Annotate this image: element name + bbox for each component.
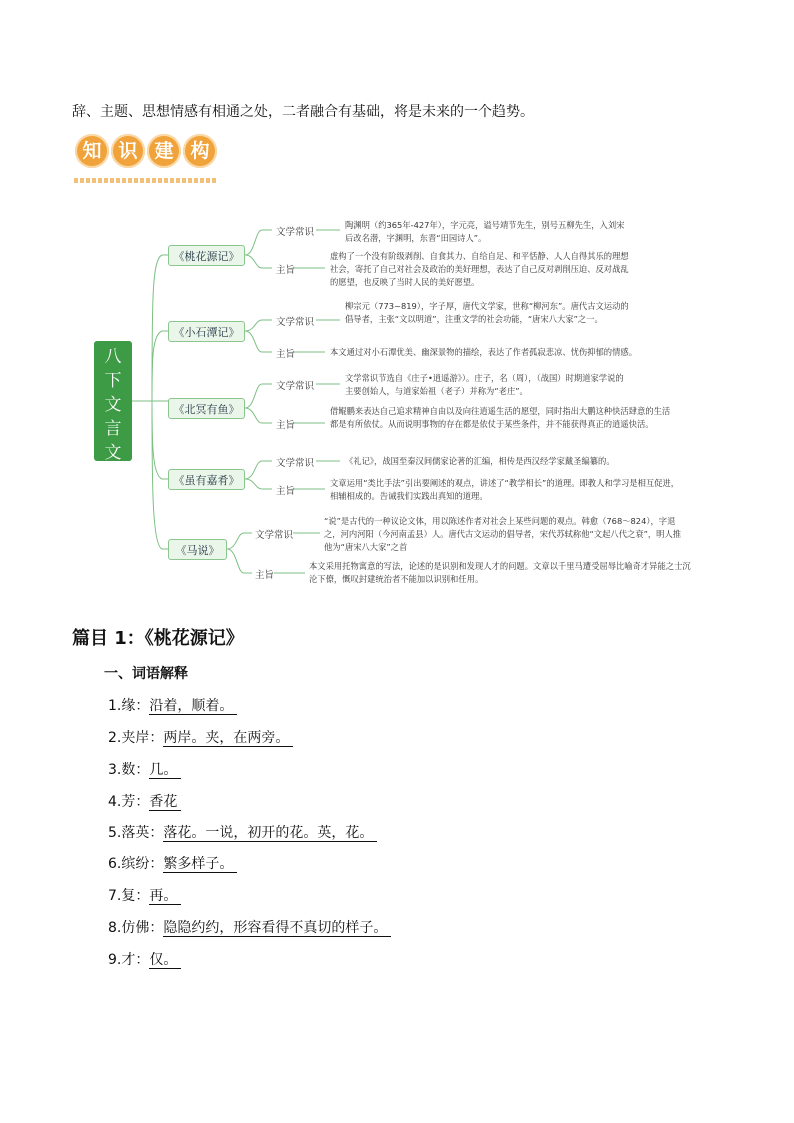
knowledge-label: 文学常识 [276, 317, 315, 328]
theme-desc: 本文通过对小石潭优美、幽深景物的描绘，表达了作者孤寂悲凉、忧伤抑郁的情感。 [330, 347, 637, 357]
vocab-definition: 繁多样子。 [163, 856, 237, 873]
vocab-item [108, 759, 181, 779]
badge-char: 识 [111, 134, 145, 168]
vocab-term: 7.复： [108, 888, 150, 904]
intro-paragraph: 辞、主题、思想情感有相通之处，二者融合有基础，将是未来的一个趋势。 [72, 104, 534, 120]
text-node-mashuo: 《马说》 [168, 539, 227, 560]
vocab-term: 3.数： [108, 762, 150, 778]
vocab-definition: 仅。 [149, 952, 181, 969]
vocab-item [108, 695, 237, 715]
vocab-term: 1.缘： [108, 698, 150, 714]
vocab-definition: 几。 [149, 762, 181, 779]
theme-label: 主旨 [276, 349, 296, 360]
vocab-term: 4.芳： [108, 794, 150, 810]
knowledge-label: 文学常识 [255, 530, 294, 541]
theme-label: 主旨 [276, 486, 296, 497]
theme-desc: 本文采用托物寓意的写法，论述的是识别和发现人才的问题。文章以千里马遭受屈辱比喻奇才异能之士沉沦下僚，慨叹封建统治者不能加以识别和任用。 [309, 561, 691, 584]
vocab-item [108, 853, 237, 873]
knowledge-label: 文学常识 [276, 227, 315, 238]
text-node-suiyoujiayao: 《虽有嘉肴》 [168, 469, 245, 490]
text-node-beimingyouyu: 《北冥有鱼》 [168, 398, 245, 419]
theme-label: 主旨 [255, 570, 275, 581]
vocab-item [108, 885, 181, 905]
root-label: 八下文言文 [104, 347, 122, 463]
vocab-term: 8.仿佛： [108, 920, 164, 936]
vocab-definition: 香花 [149, 794, 181, 811]
theme-label: 主旨 [276, 265, 296, 276]
vocab-item [108, 791, 181, 811]
theme-desc: 借鲲鹏来表达自己追求精神自由以及向往逍遥生活的愿望，同时指出大鹏这种快活肆意的生活都是有所依仗。从而说明事物的存在都是依仗于某些条件，并不能获得真正的逍遥快活。 [330, 406, 671, 429]
vocab-term: 2.夹岸： [108, 730, 164, 746]
theme-label: 主旨 [276, 420, 296, 431]
badge-char: 知 [75, 134, 109, 168]
knowledge-desc: 《礼记》，战国至秦汉间儒家论著的汇编，相传是西汉经学家戴圣编纂的。 [345, 456, 615, 466]
vocab-definition: 沿着，顺着。 [149, 698, 237, 715]
badge-char: 建 [147, 134, 181, 168]
badge-char: 构 [183, 134, 217, 168]
vocab-definition: 两岸。夹，在两旁。 [163, 730, 293, 747]
knowledge-label: 文学常识 [276, 458, 315, 469]
text-node-taohuayuanji: 《桃花源记》 [168, 245, 245, 266]
knowledge-desc: “说”是古代的一种议论文体，用以陈述作者对社会上某些问题的观点。韩愈（768～824），字退之，河内河阳（今河南孟县）人。唐代古文运动的倡导者，宋代苏轼称他“文起八代之衰”，明人推他为“唐宋八大家”之首 [324, 516, 682, 552]
vocab-item [108, 727, 293, 747]
theme-desc: 文章运用“类比手法”引出要阐述的观点，讲述了“教学相长”的道理。即教人和学习是相互促进，相辅相成的。告诫我们实践出真知的道理。 [330, 478, 680, 501]
mind-map-root [94, 341, 132, 461]
knowledge-desc: 文学常识节选自《庄子•逍遥游》）。庄子，名（周），（战国）时期道家学说的主要创始人，与道家始祖（老子）并称为“老庄”。 [345, 373, 624, 396]
section-title: 篇目 1：《桃花源记》 [72, 628, 244, 649]
vocab-item [108, 822, 377, 842]
vocab-term: 5.落英： [108, 825, 164, 841]
vocab-item [108, 917, 391, 937]
vocab-definition: 落花。一说，初开的花。英，花。 [163, 825, 377, 842]
vocab-term: 9.才： [108, 952, 150, 968]
knowledge-desc: 柳宗元（773~819），字子厚，唐代文学家，世称“柳河东”。唐代古文运动的倡导者，主张“文以明道”，注重文学的社会功能，“唐宋八大家”之一。 [345, 301, 629, 324]
knowledge-desc: 陶渊明（约365年-427年），字元亮，谥号靖节先生，别号五柳先生，入刘宋后改名潜，字渊明，东晋“田园诗人”。 [345, 220, 625, 243]
text-node-xiaoshitanji: 《小石潭记》 [168, 321, 245, 342]
vocab-definition: 隐隐约约，形容看得不真切的样子。 [163, 920, 391, 937]
section-subtitle: 一、词语解释 [104, 666, 188, 682]
vocab-definition: 再。 [149, 888, 181, 905]
theme-desc: 虚构了一个没有阶级剥削、自食其力、自给自足、和平恬静、人人自得其乐的理想社会，寄托了自己对社会及政治的美好理想，表达了自己反对剥削压迫、反对战乱的愿望，也反映了当时人民的美好愿望。 [330, 251, 629, 287]
knowledge-label: 文学常识 [276, 381, 315, 392]
vocab-item [108, 949, 181, 969]
vocab-term: 6.缤纷： [108, 856, 164, 872]
